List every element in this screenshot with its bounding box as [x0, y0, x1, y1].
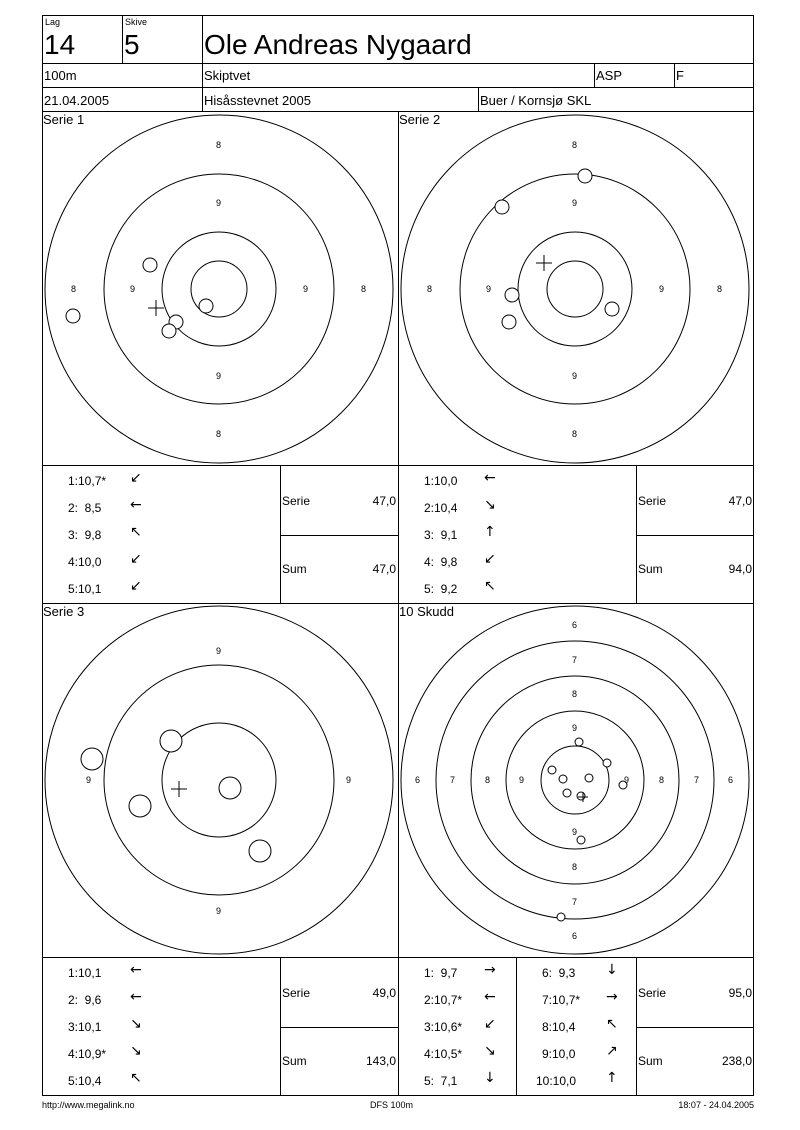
lag-value: 14 — [44, 29, 76, 60]
shot-score: 4:10,5* — [424, 1047, 463, 1061]
panel-title-serie-1: Serie 1 — [43, 112, 85, 127]
shot-direction-icon: ← — [130, 962, 142, 978]
shot-row — [536, 962, 618, 991]
shot-score: 7:10,7* — [542, 993, 581, 1007]
sum-value: 94,0 — [728, 562, 752, 576]
shot-direction-icon: ↖ — [606, 1016, 618, 1032]
event-name: Hisåsstevnet 2005 — [204, 93, 311, 108]
shot-row — [536, 989, 618, 1018]
shot-score: 10:10,0 — [536, 1074, 577, 1088]
sum-value: 238,0 — [721, 1054, 752, 1068]
serie-value: 47,0 — [372, 494, 396, 508]
shot-row — [424, 1016, 496, 1045]
shot-score: 3: 9,8 — [68, 528, 102, 542]
serie-value: 95,0 — [728, 986, 752, 1000]
ring-label: 8 — [572, 140, 578, 150]
shot-direction-icon: ↑ — [484, 524, 496, 540]
ring-label: 8 — [572, 862, 578, 872]
ring-label: 9 — [486, 284, 492, 294]
ring-label: 9 — [572, 371, 578, 381]
shot-row — [536, 1070, 618, 1099]
shot-row — [68, 524, 142, 553]
shooter-name: Ole Andreas Nygaard — [204, 29, 472, 60]
ring-label: 9 — [303, 284, 309, 294]
shot-direction-icon: ↙ — [130, 578, 142, 594]
shot-row — [68, 1016, 142, 1045]
shot-score: 5:10,4 — [68, 1074, 102, 1088]
serie-label: Serie — [638, 986, 667, 1000]
shot-row — [68, 989, 142, 1018]
ring-label: 8 — [216, 140, 222, 150]
shot-direction-icon: ↙ — [484, 551, 496, 567]
shot-direction-icon: ← — [130, 989, 142, 1005]
footer-center: DFS 100m — [370, 1100, 414, 1110]
target-serie-1 — [45, 115, 393, 463]
ring-label: 9 — [216, 646, 222, 656]
shot-row — [424, 962, 496, 991]
shot-score: 2: 9,6 — [68, 993, 102, 1007]
shot-direction-icon: ↘ — [484, 1043, 496, 1059]
shot-score: 3:10,6* — [424, 1020, 463, 1034]
shot-score: 4:10,9* — [68, 1047, 107, 1061]
shot-list-10-skudd-left — [424, 962, 496, 1099]
serie-label: Serie — [282, 986, 311, 1000]
shot-direction-icon: → — [606, 989, 618, 1005]
shot-row — [536, 1016, 618, 1045]
shot-row — [424, 497, 496, 526]
shot-direction-icon: ↙ — [484, 1016, 496, 1032]
ring-label: 8 — [572, 689, 578, 699]
target-serie-3 — [45, 606, 393, 954]
mean-point-serie-1 — [148, 300, 164, 316]
shot-score: 3: 9,1 — [424, 528, 458, 542]
footer-timestamp: 18:07 - 24.04.2005 — [678, 1100, 754, 1110]
shot-direction-icon: ↖ — [130, 524, 142, 540]
shot-direction-icon: ↗ — [606, 1043, 618, 1059]
shot-score: 2: 8,5 — [68, 501, 102, 515]
mean-point-serie-3 — [171, 781, 187, 797]
shot-direction-icon: ← — [484, 470, 496, 486]
shot-row — [68, 962, 142, 991]
distance: 100m — [44, 68, 77, 83]
ring-label: 8 — [485, 775, 491, 785]
shot-direction-icon: ↓ — [484, 1070, 496, 1086]
ring-label: 9 — [86, 775, 92, 785]
shot-score: 5: 7,1 — [424, 1074, 458, 1088]
shot-score: 2:10,7* — [424, 993, 463, 1007]
ring-label: 8 — [427, 284, 433, 294]
shot-direction-icon: ↓ — [606, 962, 618, 978]
serie-value: 49,0 — [372, 986, 396, 1000]
target-serie-2 — [401, 115, 749, 463]
sum-value: 47,0 — [372, 562, 396, 576]
sum-label: Sum — [638, 1054, 663, 1068]
ring-label: 9 — [130, 284, 136, 294]
ring-label: 8 — [659, 775, 665, 785]
shot-row — [68, 470, 142, 499]
club-name: Buer / Kornsjø SKL — [480, 93, 592, 108]
date: 21.04.2005 — [44, 93, 110, 108]
sum-label: Sum — [282, 562, 307, 576]
ring-label: 9 — [216, 198, 222, 208]
shot-direction-icon: ↘ — [130, 1016, 142, 1032]
sum-label: Sum — [638, 562, 663, 576]
shots-serie-1 — [66, 258, 213, 338]
shot-score: 1:10,0 — [424, 474, 458, 488]
shot-direction-icon: ↘ — [484, 497, 496, 513]
class-2: F — [676, 68, 684, 83]
shot-score: 5:10,1 — [68, 582, 102, 596]
ring-label: 9 — [659, 284, 665, 294]
shots-serie-2 — [495, 169, 619, 329]
serie-value: 47,0 — [728, 494, 752, 508]
ring-label: 7 — [572, 655, 578, 665]
ring-label: 8 — [361, 284, 367, 294]
ring-label: 9 — [216, 906, 222, 916]
ring-label: 7 — [694, 775, 700, 785]
sum-label: Sum — [282, 1054, 307, 1068]
mean-point-serie-2 — [536, 255, 552, 271]
shot-row — [68, 551, 142, 580]
shot-direction-icon: → — [484, 962, 496, 978]
skive-label: Skive — [125, 17, 148, 27]
location: Skiptvet — [204, 68, 251, 83]
shot-score: 1:10,7* — [68, 474, 107, 488]
ring-label: 9 — [216, 371, 222, 381]
ring-label: 8 — [572, 429, 578, 439]
ring-label: 6 — [572, 931, 578, 941]
shots-10-skudd — [548, 738, 630, 921]
shot-row — [424, 1070, 496, 1099]
ring-label: 8 — [717, 284, 723, 294]
serie-label: Serie — [638, 494, 667, 508]
shot-row — [424, 578, 496, 607]
shot-direction-icon: ↙ — [130, 470, 142, 486]
ring-label: 9 — [346, 775, 352, 785]
ring-label: 9 — [519, 775, 525, 785]
panel-title-serie-3: Serie 3 — [43, 604, 85, 619]
panel-title-serie-2: Serie 2 — [399, 112, 441, 127]
shot-row — [68, 578, 142, 607]
shot-row — [424, 551, 496, 580]
shot-row — [424, 524, 496, 553]
shots-serie-3 — [81, 730, 271, 862]
shot-list-10-skudd-right — [536, 962, 618, 1099]
shot-direction-icon: ↖ — [130, 1070, 142, 1086]
shot-score: 6: 9,3 — [542, 966, 576, 980]
ring-label: 7 — [450, 775, 456, 785]
shot-row — [68, 1043, 142, 1072]
ring-label: 9 — [572, 827, 578, 837]
shot-row — [536, 1043, 618, 1072]
shot-score: 2:10,4 — [424, 501, 458, 515]
ring-label: 9 — [572, 198, 578, 208]
shot-list-serie-2 — [424, 470, 496, 607]
footer-url[interactable]: http://www.megalink.no — [42, 1100, 135, 1110]
ring-label: 6 — [728, 775, 734, 785]
shot-row — [68, 497, 142, 526]
shot-direction-icon: ← — [484, 989, 496, 1005]
shot-list-serie-1 — [68, 470, 142, 607]
shot-direction-icon: ↙ — [130, 551, 142, 567]
shot-direction-icon: ← — [130, 497, 142, 513]
sum-value: 143,0 — [365, 1054, 396, 1068]
class-1: ASP — [596, 68, 623, 83]
ring-label: 6 — [572, 620, 578, 630]
shot-list-serie-3 — [68, 962, 142, 1099]
shot-row — [68, 1070, 142, 1099]
shot-score: 8:10,4 — [542, 1020, 576, 1034]
lag-label: Lag — [45, 17, 61, 27]
shot-row — [424, 1043, 496, 1072]
ring-label: 8 — [216, 429, 222, 439]
shot-score: 4: 9,8 — [424, 555, 458, 569]
panel-title-10-skudd: 10 Skudd — [399, 604, 454, 619]
ring-label: 7 — [572, 897, 578, 907]
skive-value: 5 — [124, 29, 140, 60]
serie-label: Serie — [282, 494, 311, 508]
shot-direction-icon: ↑ — [606, 1070, 618, 1086]
shot-score: 5: 9,2 — [424, 582, 458, 596]
shot-row — [424, 989, 496, 1018]
shot-score: 9:10,0 — [542, 1047, 576, 1061]
ring-label: 9 — [572, 723, 578, 733]
shot-score: 4:10,0 — [68, 555, 102, 569]
ring-label: 6 — [415, 775, 421, 785]
shot-score: 1:10,1 — [68, 966, 102, 980]
shot-direction-icon: ↖ — [484, 578, 496, 594]
shot-direction-icon: ↘ — [130, 1043, 142, 1059]
shot-score: 3:10,1 — [68, 1020, 102, 1034]
ring-label: 8 — [71, 284, 77, 294]
shot-score: 1: 9,7 — [424, 966, 458, 980]
shot-row — [424, 470, 496, 499]
ring-label: 9 — [624, 775, 630, 785]
